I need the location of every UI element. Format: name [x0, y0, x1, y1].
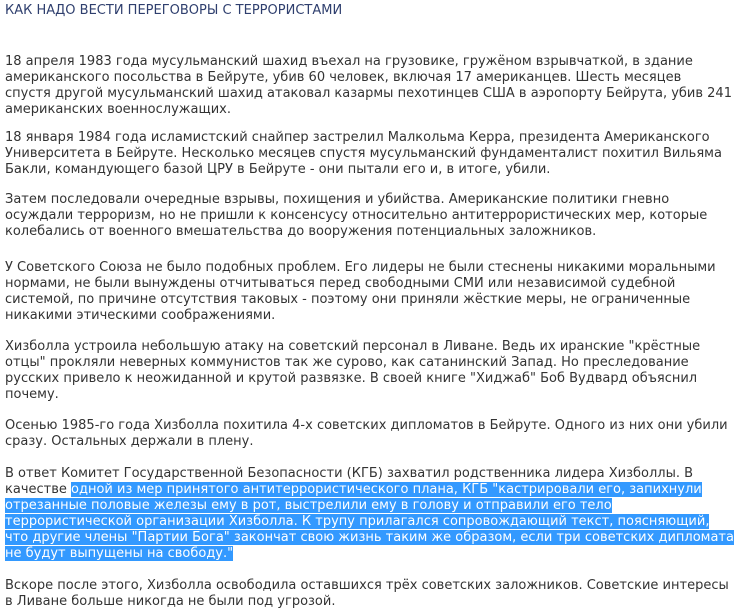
article-title: КАК НАДО ВЕСТИ ПЕРЕГОВОРЫ С ТЕРРОРИСТАМИ [5, 3, 343, 18]
paragraph-5: Хизболла устроила небольшую атаку на советский персонал в Ливане. Ведь их иранские "крёстные отцы" прокляли неверных коммунистов так же сурово, как сатанинский Запад. Но преследование русских привело к неожиданной и крутой развязке. В своей книге "Хиджаб" Боб Вудвард объяснил почему. [5, 339, 701, 402]
paragraph-1: 18 апреля 1983 года мусульманский шахид въехал на грузовике, гружёном взрывчаткой, в здание американского посольства в Бейруте, убив 60 человек, включая 17 американцев. Шесть месяцев спустя другой мусульманский шахид атаковал казармы пехотинцев США в аэропорту Бейрута, убив 241 американских военнослужащих. [5, 54, 732, 117]
paragraph-8: Вскоре после этого, Хизболла освободила оставшихся трёх советских заложников. Советские интересы в Ливане больше никогда не были под угрозой. [5, 578, 729, 609]
paragraph-7-intro: В ответ Комитет Государственной Безопасности (КГБ) захватил родственника лидера Хизболлы. В качестве [5, 466, 694, 497]
paragraph-6: Осенью 1985-го года Хизболла похитила 4-х советских дипломатов в Бейруте. Одного из них они убили сразу. Остальных держали в плену. [5, 418, 728, 449]
paragraph-7 [5, 466, 746, 562]
selected-text-highlight[interactable]: одной из мер принятого антитеррористического плана, КГБ "кастрировали его, запихнули отрезанные половые железы ему в рот, выстрелили ему в голову и отправили его тело террористической организации Хизболла. К трупу прилагался сопровождающий текст, поясняющий, что другие члены "Партии Бога" закончат свою жизнь таким же образом, если три советских дипломата не будут выпущены на свободу." [5, 482, 734, 561]
paragraph-3: Затем последовали очередные взрывы, похищения и убийства. Американские политики гневно осуждали терроризм, но не пришли к консенсусу относительно антитеррористических мер, которые колебались от военного вмешательства до вооружения потенциальных заложников. [5, 192, 708, 239]
paragraph-2: 18 января 1984 года исламистский снайпер застрелил Малкольма Керра, президента Американского Университета в Бейруте. Несколько месяцев спустя мусульманский фундаменталист похитил Вильяма Бакли, командующего базой ЦРУ в Бейруте - они пытали его и, в итоге, убили. [5, 130, 722, 177]
paragraph-4: У Советского Союза не было подобных проблем. Его лидеры не были стеснены никакими моральными нормами, не были вынуждены отчитываться перед свободными СМИ или независимой судебной системой, по причине отсутствия таковых - поэтому они приняли жёсткие меры, не ограниченные никакими этическими соображениями. [5, 260, 716, 323]
